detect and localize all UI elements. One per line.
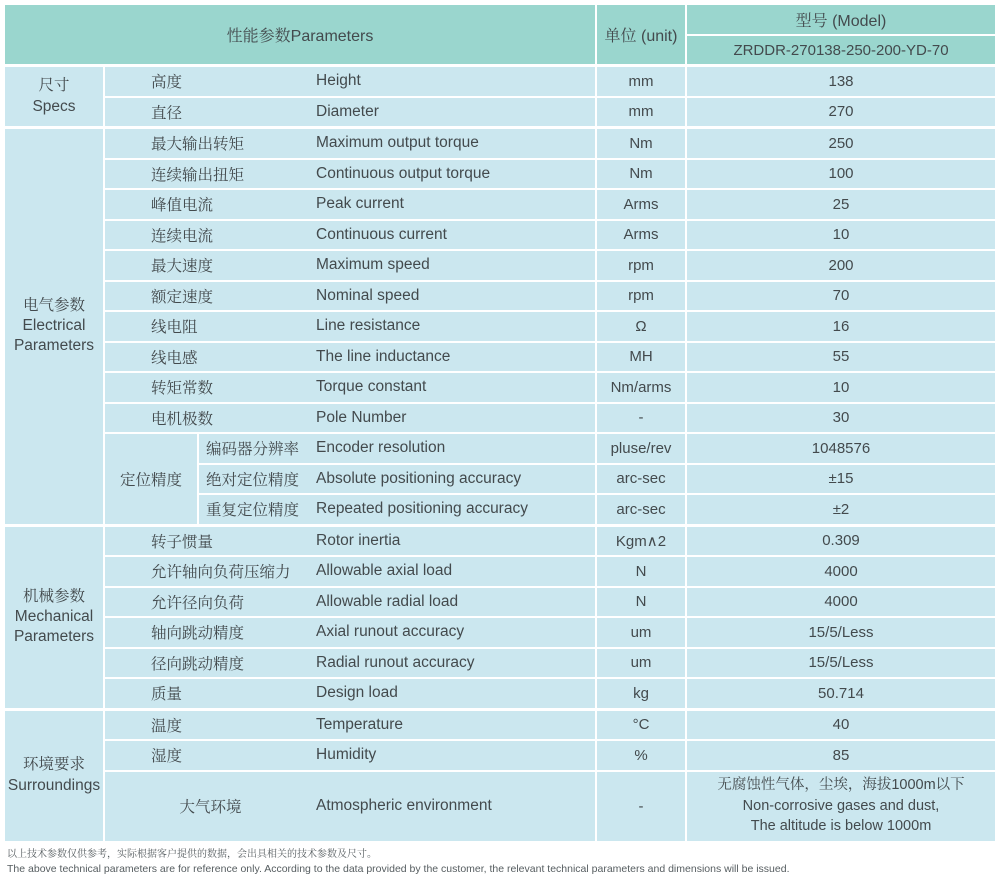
group-surroundings [5, 711, 995, 841]
param-cn: 额定速度 [151, 288, 214, 306]
param-cn: 最大输出转矩 [151, 136, 245, 154]
group-title-electrical [5, 129, 103, 524]
unit-cell: arc-sec [597, 465, 685, 494]
footnote-cn: 以上技术参数仅供参考，实际根据客户提供的数据，会出具相关的技术参数及尺寸。 [7, 848, 377, 860]
table-row-label [105, 772, 595, 841]
param-en: Line resistance [316, 317, 421, 335]
value-cell: ±2 [687, 495, 995, 524]
param-cn: 最大速度 [151, 258, 214, 276]
param-en: Humidity [316, 746, 377, 764]
param-en: Radial runout accuracy [316, 653, 475, 671]
group-title-cn: 机械参数 [22, 587, 85, 605]
unit-cell: mm [597, 67, 685, 96]
unit-cell: um [597, 618, 685, 647]
param-cn: 允许径向负荷 [151, 594, 245, 612]
header-model-value: ZRDDR-270138-250-200-YD-70 [687, 36, 995, 64]
param-cn: 连续输出扭矩 [151, 166, 245, 184]
unit-cell: rpm [597, 282, 685, 311]
unit-cell: Nm/arms [597, 373, 685, 402]
table-row-label [105, 557, 595, 586]
unit-cell: mm [597, 98, 685, 127]
positioning-accuracy-block [105, 434, 595, 524]
param-en: Nominal speed [316, 286, 420, 304]
group-title-specs [5, 67, 103, 126]
table-row-label [105, 221, 595, 250]
param-cn: 峰值电流 [151, 197, 214, 215]
param-en: Pole Number [316, 408, 407, 426]
table-row-label [105, 404, 595, 433]
table-row-label [105, 711, 595, 740]
table-row-label [105, 129, 595, 158]
param-en: Height [316, 72, 361, 90]
value-cell: 30 [687, 404, 995, 433]
param-cn: 绝对定位精度 [206, 471, 300, 489]
value-cell: ±15 [687, 465, 995, 494]
table-row-label [105, 343, 595, 372]
value-cell [687, 772, 995, 841]
value-cell: 4000 [687, 588, 995, 617]
param-en: Temperature [316, 715, 404, 733]
unit-cell: pluse/rev [597, 434, 685, 463]
unit-cell: arc-sec [597, 495, 685, 524]
value-cell: 4000 [687, 557, 995, 586]
param-cn: 质量 [151, 686, 183, 704]
table-row-label [105, 282, 595, 311]
table-row-label [199, 495, 595, 524]
param-en: Continuous output torque [316, 164, 491, 182]
unit-cell: MH [597, 343, 685, 372]
table-row-label [105, 190, 595, 219]
value-cell: 0.309 [687, 527, 995, 556]
unit-cell: kg [597, 679, 685, 708]
group-title-cn: 电气参数 [22, 297, 85, 315]
unit-cell: °C [597, 711, 685, 740]
value-cell: 250 [687, 129, 995, 158]
param-en: Atmospheric environment [316, 797, 492, 814]
value-cell: 16 [687, 312, 995, 341]
value-cell: 1048576 [687, 434, 995, 463]
param-en: Torque constant [316, 378, 427, 396]
table-row-label [105, 741, 595, 770]
table-row-label [105, 251, 595, 280]
param-cn: 高度 [151, 74, 183, 92]
param-cn: 线电感 [151, 349, 198, 367]
param-en: Allowable radial load [316, 592, 459, 610]
subgroup-title-positioning-accuracy: 定位精度 [105, 434, 197, 524]
unit-cell: - [597, 772, 685, 841]
group-title-surroundings [5, 711, 103, 841]
value-cell: 10 [687, 221, 995, 250]
table-row-label [105, 98, 595, 127]
value-cell: 40 [687, 711, 995, 740]
unit-cell: N [597, 588, 685, 617]
param-cn: 编码器分辨率 [206, 441, 300, 459]
table-row-label [105, 588, 595, 617]
group-mechanical [5, 527, 995, 708]
param-cn: 大气环境 [179, 799, 242, 816]
param-en: Axial runout accuracy [316, 623, 465, 641]
unit-cell: rpm [597, 251, 685, 280]
value-cell: 50.714 [687, 679, 995, 708]
table-row-label [199, 434, 595, 463]
table-row-label [105, 160, 595, 189]
group-title-en: Mechanical Parameters [13, 607, 95, 646]
param-cn: 连续电流 [151, 227, 214, 245]
header-model-column [687, 5, 995, 64]
value-cell: 55 [687, 343, 995, 372]
param-cn: 线电阻 [151, 319, 198, 337]
value-cell: 200 [687, 251, 995, 280]
unit-cell: Ω [597, 312, 685, 341]
group-title-en: Surroundings [7, 776, 101, 794]
table-row-label [105, 312, 595, 341]
table-row-label [105, 649, 595, 678]
value-cell: 100 [687, 160, 995, 189]
header-model-label: 型号 (Model) [687, 5, 995, 34]
param-cn: 直径 [151, 104, 183, 122]
value-line: The altitude is below 1000m [750, 818, 932, 835]
group-electrical [5, 129, 995, 524]
param-en: The line inductance [316, 347, 451, 365]
group-title-en: Electrical Parameters [13, 317, 95, 355]
unit-cell: Nm [597, 160, 685, 189]
table-row-label [105, 527, 595, 556]
param-en: Encoder resolution [316, 439, 446, 457]
unit-cell: Arms [597, 190, 685, 219]
footnote-en: The above technical parameters are for reference only. According to the data provided by the customer, the relevant technical parameters and dimensions will be issued. [7, 862, 790, 875]
table-row-label [105, 679, 595, 708]
param-en: Peak current [316, 195, 404, 213]
unit-cell: % [597, 741, 685, 770]
param-en: Allowable axial load [316, 562, 453, 580]
param-en: Design load [316, 684, 398, 702]
group-specs [5, 67, 995, 126]
footnotes [5, 841, 995, 878]
unit-cell: N [597, 557, 685, 586]
table-row-label [105, 373, 595, 402]
unit-cell: Kgm∧2 [597, 527, 685, 556]
value-cell: 10 [687, 373, 995, 402]
value-cell: 85 [687, 741, 995, 770]
param-cn: 径向跳动精度 [151, 655, 245, 673]
param-en: Continuous current [316, 225, 447, 243]
param-cn: 允许轴向负荷压缩力 [151, 564, 291, 582]
value-cell: 70 [687, 282, 995, 311]
param-en: Absolute positioning accuracy [316, 469, 522, 487]
param-cn: 湿度 [151, 748, 183, 766]
param-en: Repeated positioning accuracy [316, 500, 528, 518]
unit-cell: um [597, 649, 685, 678]
group-title-cn: 环境要求 [22, 756, 85, 774]
param-cn: 重复定位精度 [206, 502, 300, 520]
param-en: Rotor inertia [316, 531, 401, 549]
spec-table [5, 5, 995, 841]
value-cell: 270 [687, 98, 995, 127]
value-cell: 15/5/Less [687, 649, 995, 678]
header-parameters: 性能参数Parameters [5, 5, 595, 64]
value-cell: 25 [687, 190, 995, 219]
unit-cell: Nm [597, 129, 685, 158]
param-en: Diameter [316, 102, 379, 120]
unit-cell: - [597, 404, 685, 433]
table-row-label [199, 465, 595, 494]
table-row-label [105, 618, 595, 647]
value-cell: 138 [687, 67, 995, 96]
param-cn: 轴向跳动精度 [151, 625, 245, 643]
param-cn: 温度 [151, 717, 183, 735]
value-line: 无腐蚀性气体，尘埃，海拔1000m以下 [717, 777, 965, 794]
header-unit: 单位 (unit) [597, 5, 685, 64]
group-title-mechanical [5, 527, 103, 708]
unit-cell: Arms [597, 221, 685, 250]
param-cn: 电机极数 [151, 410, 214, 428]
group-title-en: Specs [32, 97, 76, 115]
table-row-label [105, 67, 595, 96]
value-line: Non-corrosive gases and dust, [742, 797, 940, 814]
value-cell: 15/5/Less [687, 618, 995, 647]
param-cn: 转矩常数 [151, 380, 214, 398]
table-header [5, 5, 995, 64]
param-en: Maximum output torque [316, 134, 479, 152]
param-cn: 转子惯量 [151, 533, 214, 551]
param-en: Maximum speed [316, 256, 430, 274]
group-title-cn: 尺寸 [38, 77, 70, 95]
